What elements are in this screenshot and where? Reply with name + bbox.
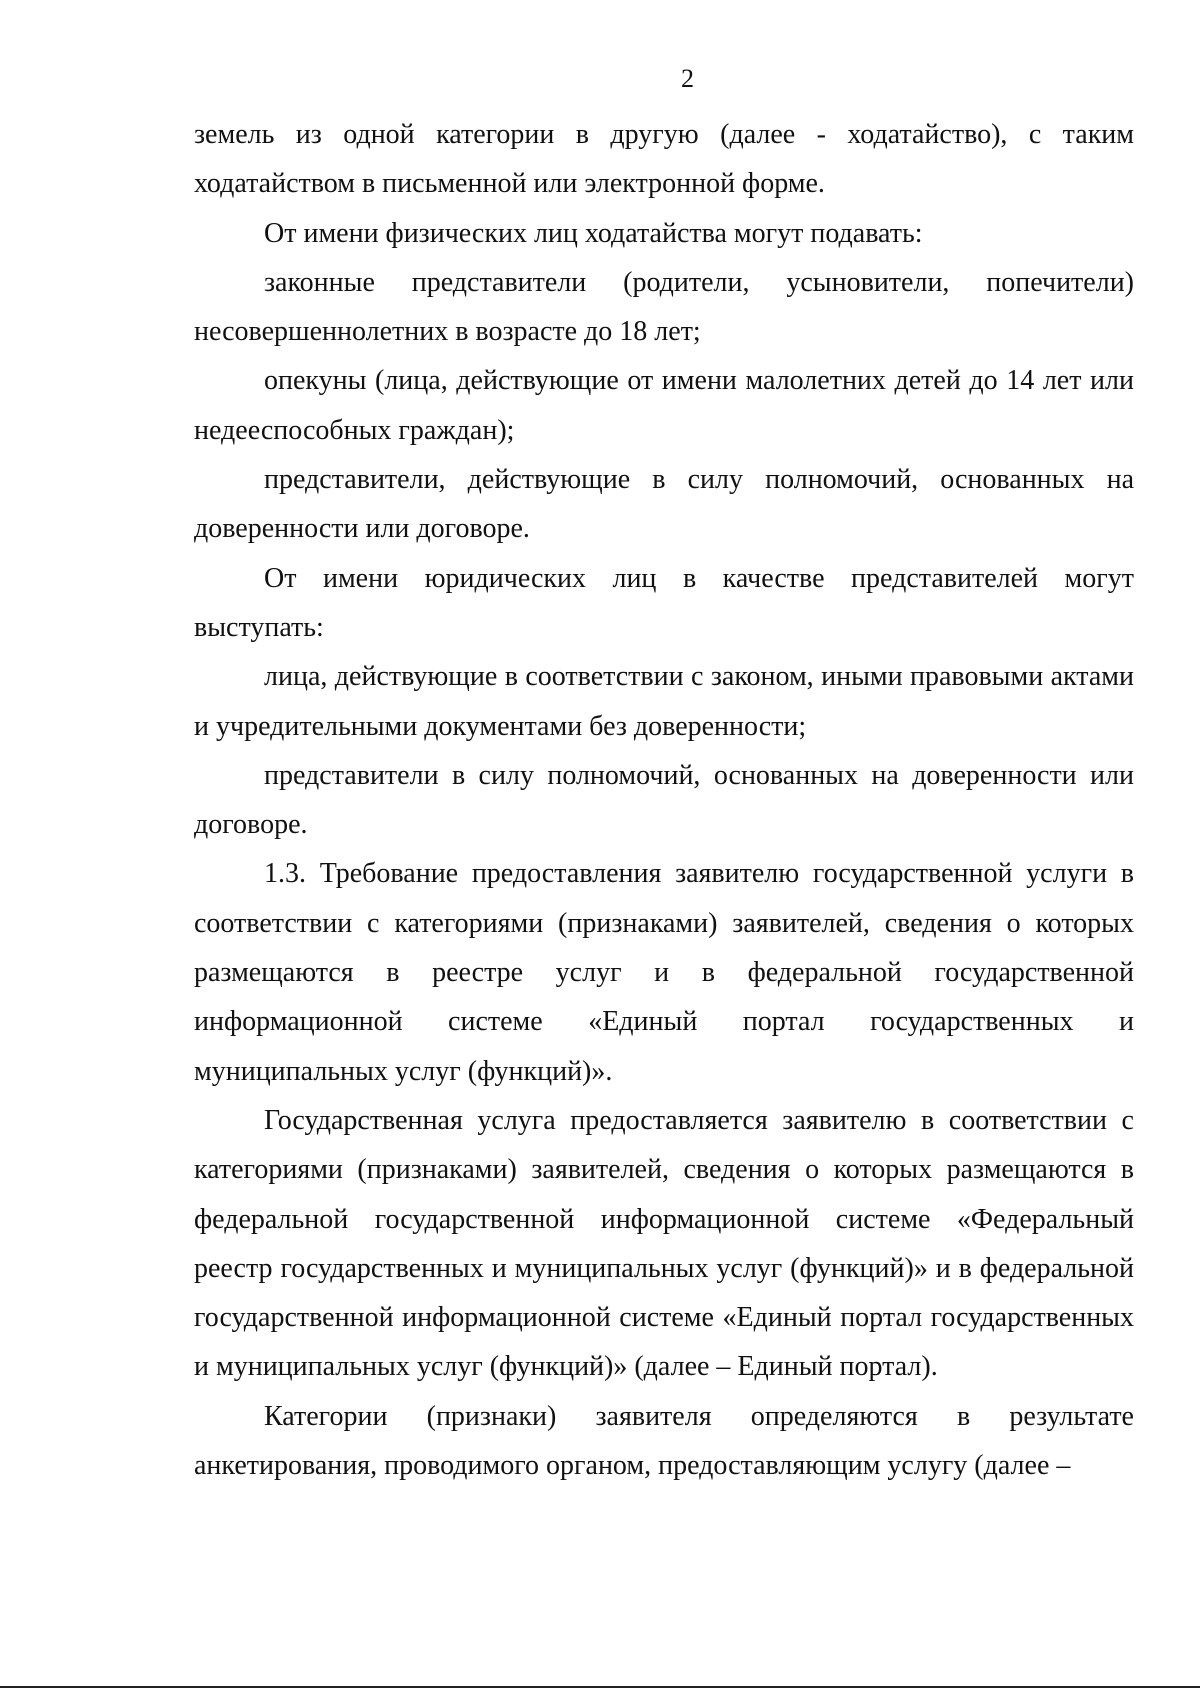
paragraph-applicant-categories: Категории (признаки) заявителя определяются в результате анкетирования, проводимого органом, предоставляющим услугу (далее –: [194, 1400, 1134, 1482]
paragraph-authorized-representatives: представители, действующие в силу полномочий, основанных на доверенности или договоре.: [194, 464, 1134, 545]
bottom-rule: [0, 1686, 1200, 1688]
document-body: [194, 110, 1134, 1490]
page-number: 2: [681, 64, 694, 93]
paragraph-section-1-3: 1.3. Требование предоставления заявителю государственной услуги в соответствии с категориями (признаками) заявителей, сведения о которых размещаются в реестре услуг и в федеральной государственной информационной системе «Единый портал государственных и муниципальных услуг (функций)».: [194, 858, 1134, 1087]
paragraph-individuals-intro: От имени физических лиц ходатайства могут подавать:: [264, 217, 923, 249]
paragraph-legal-entities-intro: От имени юридических лиц в качестве представителей могут выступать:: [194, 562, 1134, 643]
paragraph-representatives-by-power: представители в силу полномочий, основанных на доверенности или договоре.: [194, 759, 1134, 841]
paragraph-continuation: земель из одной категории в другую (далее - ходатайство), с таким ходатайством в письменной или электронной форме.: [194, 119, 1134, 200]
paragraph-legal-representatives: законные представители (родители, усыновители, попечители) несовершеннолетних в возрасте до 18 лет;: [194, 266, 1134, 348]
paragraph-service-provision: Государственная услуга предоставляется заявителю в соответствии с категориями (признаками) заявителей, сведения о которых размещаются в федеральной государственной информационной системе «Федеральный реестр государственных и муниципальных услуг (функций)» и в федеральной государственной информационной системе «Единый портал государственных и муниципальных услуг (функций)» (далее – Единый портал).: [194, 1104, 1134, 1383]
paragraph-persons-by-law: лица, действующие в соответствии с законом, иными правовыми актами и учредительными документами без доверенности;: [194, 661, 1134, 742]
paragraph-guardians: опекуны (лица, действующие от имени малолетних детей до 14 лет или недееспособных граждан);: [194, 365, 1134, 446]
